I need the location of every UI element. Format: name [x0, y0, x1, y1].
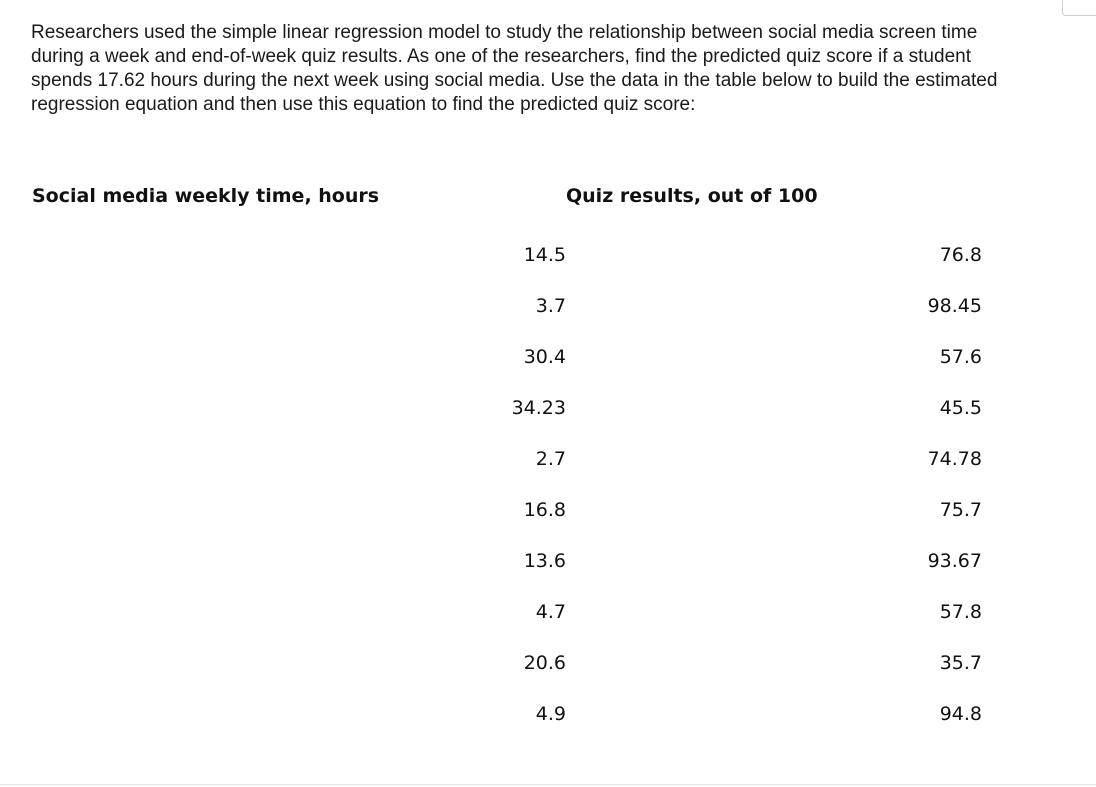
- cell-quiz: 94.8: [939, 702, 982, 725]
- table-row: [32, 212, 982, 280]
- table-header-row: [32, 180, 982, 212]
- data-table: [32, 180, 982, 739]
- cell-hours: 3.7: [535, 294, 566, 317]
- table-row: [32, 535, 982, 586]
- cell-hours: 13.6: [523, 549, 566, 572]
- cell-hours: 4.9: [535, 702, 566, 725]
- column-header-hours: Social media weekly time, hours: [32, 185, 380, 207]
- cell-hours: 14.5: [523, 244, 566, 266]
- column-header-quiz: Quiz results, out of 100: [566, 185, 818, 207]
- table-row: [32, 484, 982, 535]
- cell-quiz: 76.8: [939, 244, 982, 266]
- cell-quiz: 75.7: [939, 498, 982, 521]
- cell-quiz: 45.5: [939, 396, 982, 419]
- cell-hours: 34.23: [511, 396, 566, 419]
- table-row: [32, 586, 982, 637]
- table-row: [32, 280, 982, 331]
- problem-statement: Researchers used the simple linear regression model to study the relationship between social media screen time during a week and end-of-week quiz results. As one of the researchers, find the predicted quiz score if a student spends 17.62 hours during the next week using social media. Use the data in the table below to build the estimated regression equation and then use this equation to find the predicted quiz score:: [31, 22, 998, 115]
- cell-hours: 2.7: [535, 447, 566, 470]
- table-row: [32, 637, 982, 688]
- corner-widget[interactable]: [1062, 0, 1096, 16]
- cell-quiz: 35.7: [939, 651, 982, 674]
- cell-quiz: 98.45: [927, 294, 982, 317]
- bottom-divider: [0, 784, 1096, 785]
- table-row: [32, 433, 982, 484]
- cell-quiz: 93.67: [927, 549, 982, 572]
- table-row: [32, 331, 982, 382]
- table-row: [32, 382, 982, 433]
- cell-hours: 4.7: [535, 600, 566, 623]
- cell-hours: 16.8: [523, 498, 566, 521]
- cell-hours: 20.6: [523, 651, 566, 674]
- table-row: [32, 688, 982, 739]
- cell-quiz: 57.6: [939, 345, 982, 368]
- cell-hours: 30.4: [523, 345, 566, 368]
- cell-quiz: 57.8: [939, 600, 982, 623]
- cell-quiz: 74.78: [927, 447, 982, 470]
